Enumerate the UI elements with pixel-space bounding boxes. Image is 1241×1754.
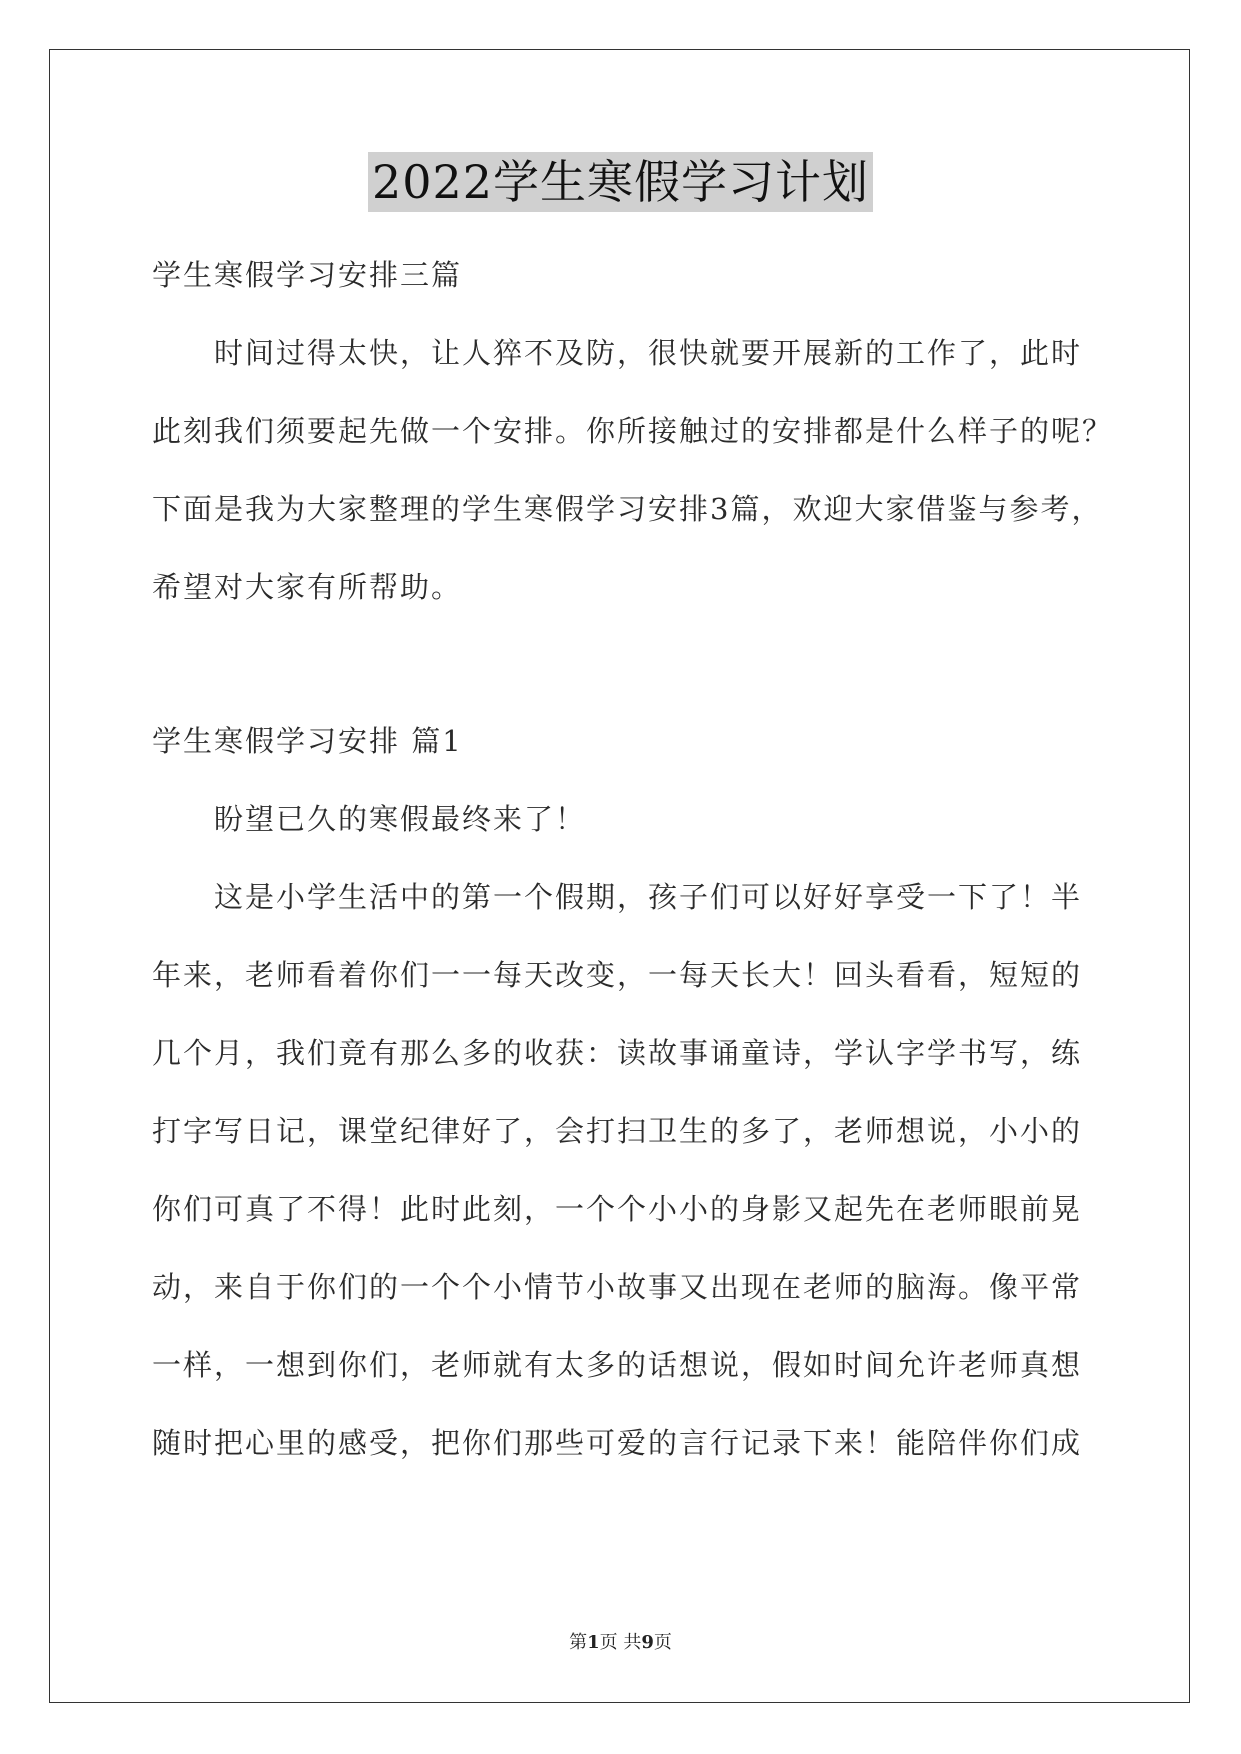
p2-line-7: 一样，一想到你们，老师就有太多的话想说，假如时间允许老师真想 (152, 1348, 1083, 1382)
section-heading-1: 学生寒假学习安排 篇1 (152, 724, 463, 758)
paragraph-gap (152, 626, 1092, 702)
document-body (152, 236, 1114, 1482)
page-mid: 页 共 (599, 1632, 642, 1653)
page-footer (0, 1628, 1241, 1654)
intro-line-3: 下面是我为大家整理的学生寒假学习安排3篇，欢迎大家借鉴与参考， (152, 492, 1103, 526)
intro-line-1: 时间过得太快，让人猝不及防，很快就要开展新的工作了，此时 (214, 336, 1083, 370)
title-container (0, 152, 1241, 212)
p2-line-4: 打字写日记，课堂纪律好了，会打扫卫生的多了，老师想说，小小的 (152, 1114, 1083, 1148)
p2-line-8: 随时把心里的感受，把你们那些可爱的言行记录下来！能陪伴你们成 (152, 1426, 1083, 1460)
page-suffix: 页 (653, 1632, 672, 1653)
p2-line-6: 动，来自于你们的一个个小情节小故事又出现在老师的脑海。像平常 (152, 1270, 1083, 1304)
p2-line-1: 这是小学生活中的第一个假期，孩子们可以好好享受一下了！半 (214, 880, 1083, 914)
subtitle-line: 学生寒假学习安排三篇 (152, 258, 463, 292)
p1-line-1: 盼望已久的寒假最终来了！ (214, 802, 587, 836)
page-current: 1 (587, 1632, 600, 1653)
document-title: 2022学生寒假学习计划 (368, 152, 873, 212)
intro-line-2: 此刻我们须要起先做一个安排。你所接触过的安排都是什么样子的呢？ (152, 414, 1114, 448)
p2-line-5: 你们可真了不得！此时此刻，一个个小小的身影又起先在老师眼前晃 (152, 1192, 1083, 1226)
page-total: 9 (641, 1632, 654, 1653)
page-prefix: 第 (569, 1632, 588, 1653)
p2-line-3: 几个月，我们竟有那么多的收获：读故事诵童诗，学认字学书写，练 (152, 1036, 1083, 1070)
p2-line-2: 年来，老师看着你们一一每天改变，一每天长大！回头看看，短短的 (152, 958, 1083, 992)
intro-line-4: 希望对大家有所帮助。 (152, 570, 463, 604)
